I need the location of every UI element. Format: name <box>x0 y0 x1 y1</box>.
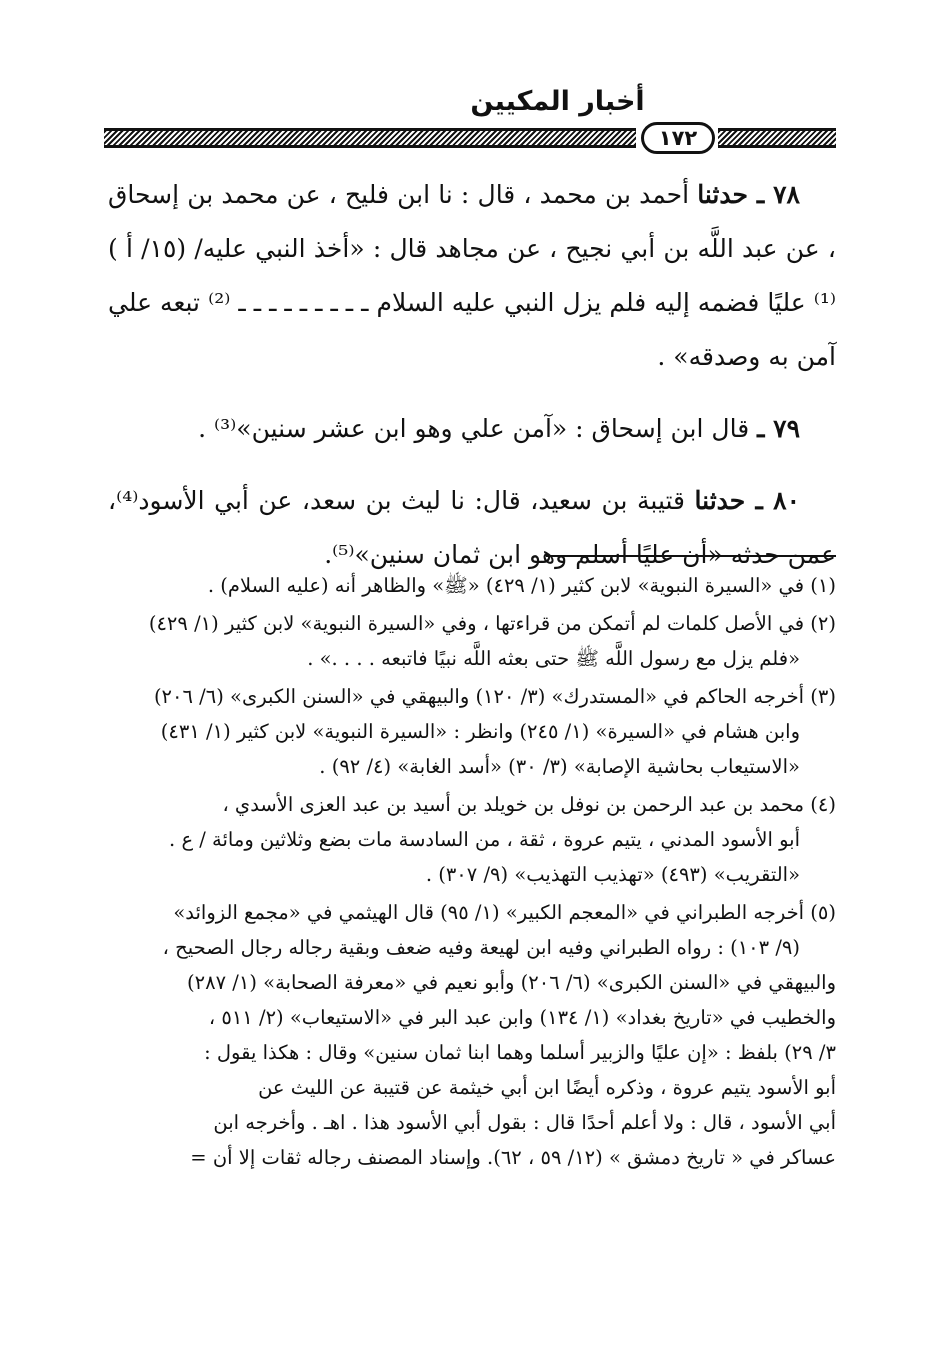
footnote-line: «التقريب» (٤٩٣) «تهذيب التهذيب» (٩/ ٣٠٧) . <box>425 863 800 886</box>
paragraph-78 <box>108 168 836 384</box>
main-text <box>108 168 836 582</box>
text-line: (١٥/ أ ) ⁽¹⁾ عليًا فضمه إليه فلم يزل النبي عليه السلام ـ ـ ـ ـ ـ ـ ـ ـ ـ ⁽²⁾ <box>108 234 837 317</box>
hadith-number-79: ٧٩ ـ <box>757 414 800 443</box>
footnotes <box>108 568 836 1178</box>
footnote-line: وابن هشام في «السيرة» (١/ ٢٤٥) وانظر : «السيرة النبوية» لابن كثير (١/ ٤٣١) <box>160 720 800 743</box>
footnote-line: أبو الأسود المدني ، يتيم عروة ، ثقة ، من السادسة مات بضع وثلاثين ومائة / ع . <box>169 828 800 851</box>
footnote-4 <box>108 787 836 892</box>
text-line: أحمد بن محمد ، قال : نا ابن فليح ، عن محمد بن <box>187 180 690 209</box>
footnote-line: «الاستيعاب بحاشية الإصابة» (٣/ ٣٠) «أسد الغابة» (٤/ ٩٢) . <box>319 755 800 778</box>
footnote-5 <box>108 895 836 1175</box>
page-number: ١٧٢ <box>641 122 715 154</box>
footnote-line: أبي الأسود ، قال : ولا أعلم أحدًا قال : بقول أبي الأسود هذا . اهـ . وأخرجه ابن <box>213 1111 836 1134</box>
footnote-line: (٤) محمد بن عبد الرحمن بن نوفل بن خويلد بن أسيد بن عبد العزى الأسدي ، <box>222 793 836 816</box>
footnote-line: (١) في «السيرة النبوية» لابن كثير (١/ ٤٢٩) «ﷺ» والظاهر أنه (عليه السلام) . <box>207 574 836 597</box>
footnote-1 <box>108 568 836 603</box>
header-ornament-rule <box>718 128 836 148</box>
text-line: تبعه علي آمن به وصدقه» . <box>108 288 836 371</box>
footnote-line: عساكر في « تاريخ دمشق » (١٢/ ٥٩ ، ٦٢). وإسناد المصنف رجاله ثقات إلا أن = <box>190 1146 836 1169</box>
footnote-line: «فلم يزل مع رسول اللَّه ﷺ حتى بعثه اللَّه نبيًا فاتبعه . . . .» . <box>307 647 800 670</box>
footnote-line: والبيهقي في «السنن الكبرى» (٦/ ٢٠٦) وأبو نعيم في «معرفة الصحابة» (١/ ٢٨٧) <box>187 971 836 994</box>
footnote-line: أبو الأسود يتيم عروة ، وذكره أيضًا ابن أبي خيثمة عن قتيبة عن الليث عن <box>258 1076 836 1099</box>
header-ornament-rule <box>104 128 636 148</box>
hadith-number-78: ٧٨ ـ حدثنا <box>697 180 800 209</box>
footnote-line: (٢) في الأصل كلمات لم أتمكن من قراءتها ، وفي «السيرة النبوية» لابن كثير (١/ ٤٢٩) <box>148 612 836 635</box>
footnote-line: ٣/ ٢٩) بلفظ : «إن عليًا والزبير أسلما وهما ابنا ثمان سنين» وقال : هكذا يقول : <box>204 1041 836 1064</box>
paragraph-80 <box>108 474 836 582</box>
footnote-3 <box>108 679 836 784</box>
text-line: عمن حدثه «أن عليًا أسلم وهو ابن ثمان سنين»⁽⁵⁾. <box>324 540 836 569</box>
footnote-2 <box>108 606 836 676</box>
footnote-line: (٩/ ١٠٣) : رواه الطبراني وفيه ابن لهيعة وفيه ضعف وبقية رجاله رجال الصحيح ، <box>162 936 800 959</box>
footnote-line: والخطيب في «تاريخ بغداد» (١/ ١٣٤) وابن عبد البر في «الاستيعاب» (٢/ ٥١١ ، <box>208 1006 836 1029</box>
text-line: إسحاق ، عن عبد اللَّه بن أبي نجيح ، عن مجاهد قال : «أخذ النبي عليه/ <box>108 180 836 263</box>
footnote-line: (٣) أخرجه الحاكم في «المستدرك» (٣/ ١٢٠) والبيهقي في «السنن الكبرى» (٦/ ٢٠٦) <box>153 685 836 708</box>
paragraph-79 <box>108 402 836 456</box>
hadith-number-80: ٨٠ ـ حدثنا <box>694 486 800 515</box>
footnote-separator <box>546 555 836 557</box>
running-title: أخبار المكيين <box>470 86 645 117</box>
text-line: قتيبة بن سعيد، قال: نا ليث بن سعد، عن أبي الأسود⁽⁴⁾، <box>108 486 685 515</box>
footnote-line: (٥) أخرجه الطبراني في «المعجم الكبير» (١/ ٩٥) قال الهيثمي في «مجمع الزوائد» <box>173 901 836 924</box>
text-line: قال ابن إسحاق : «آمن علي وهو ابن عشر سنين»⁽³⁾ . <box>198 414 750 443</box>
